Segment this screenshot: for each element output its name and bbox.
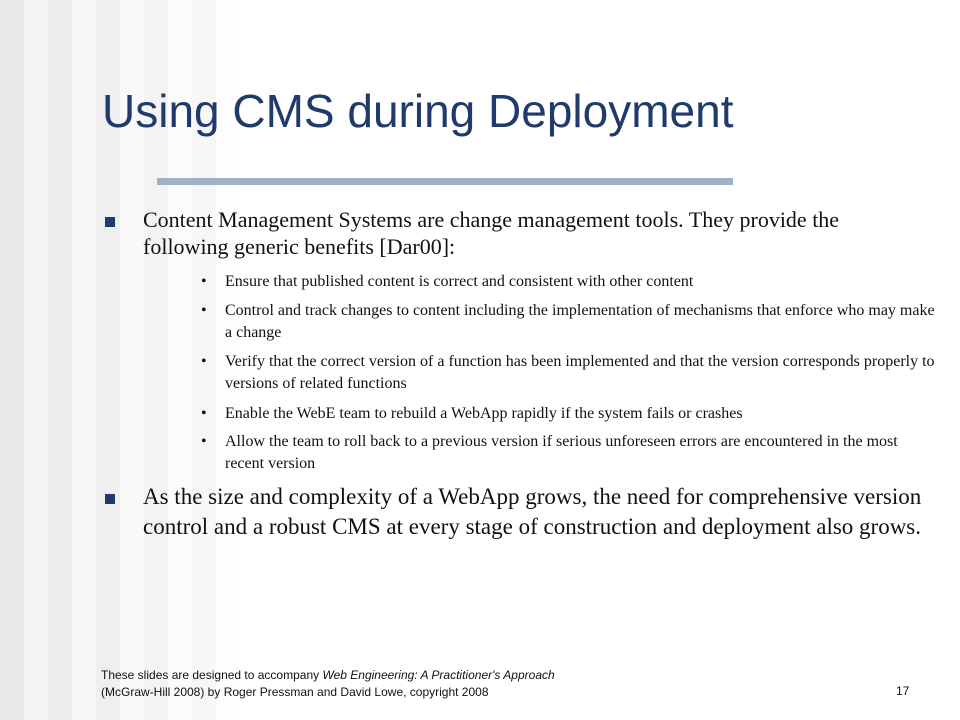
sub-bullet-text: Control and track changes to content including the implementation of mechanisms that enforce who may make a change — [225, 302, 935, 341]
sub-bullet-dot-icon: • — [201, 405, 207, 422]
title-underline — [157, 178, 733, 185]
footer-book-title: Web Engineering: A Practitioner's Approach — [322, 668, 555, 682]
sub-bullet-text: Enable the WebE team to rebuild a WebApp rapidly if the system fails or crashes — [225, 405, 743, 422]
footer-prefix: These slides are designed to accompany — [101, 668, 323, 682]
sub-bullet-dot-icon: • — [201, 302, 207, 319]
footer-line-1 — [101, 667, 721, 684]
sub-bullet-dot-icon: • — [201, 433, 207, 450]
bullet-text: Content Management Systems are change management tools. They provide the following generic benefits [Dar00]: — [143, 207, 840, 259]
bullet-square-icon — [105, 494, 115, 504]
bullet-text: As the size and complexity of a WebApp grows, the need for comprehensive version control and a robust CMS at every stage of construction and deployment also grows. — [143, 484, 922, 539]
footer-line-2: (McGraw-Hill 2008) by Roger Pressman and David Lowe, copyright 2008 — [101, 685, 489, 699]
page-number: 17 — [896, 684, 910, 698]
sub-bullet-dot-icon: • — [201, 353, 207, 370]
footer-citation — [101, 667, 721, 701]
bullet-square-icon — [105, 217, 115, 227]
sub-bullet-text: Ensure that published content is correct and consistent with other content — [225, 273, 694, 290]
sub-bullet-text: Verify that the correct version of a function has been implemented and that the version corresponds properly to versions of related functions — [225, 353, 935, 392]
sub-bullet-text: Allow the team to roll back to a previous version if serious unforeseen errors are encountered in the most recent version — [225, 433, 898, 472]
slide-title: Using CMS during Deployment — [102, 85, 734, 137]
sub-bullet-dot-icon: • — [201, 273, 207, 290]
